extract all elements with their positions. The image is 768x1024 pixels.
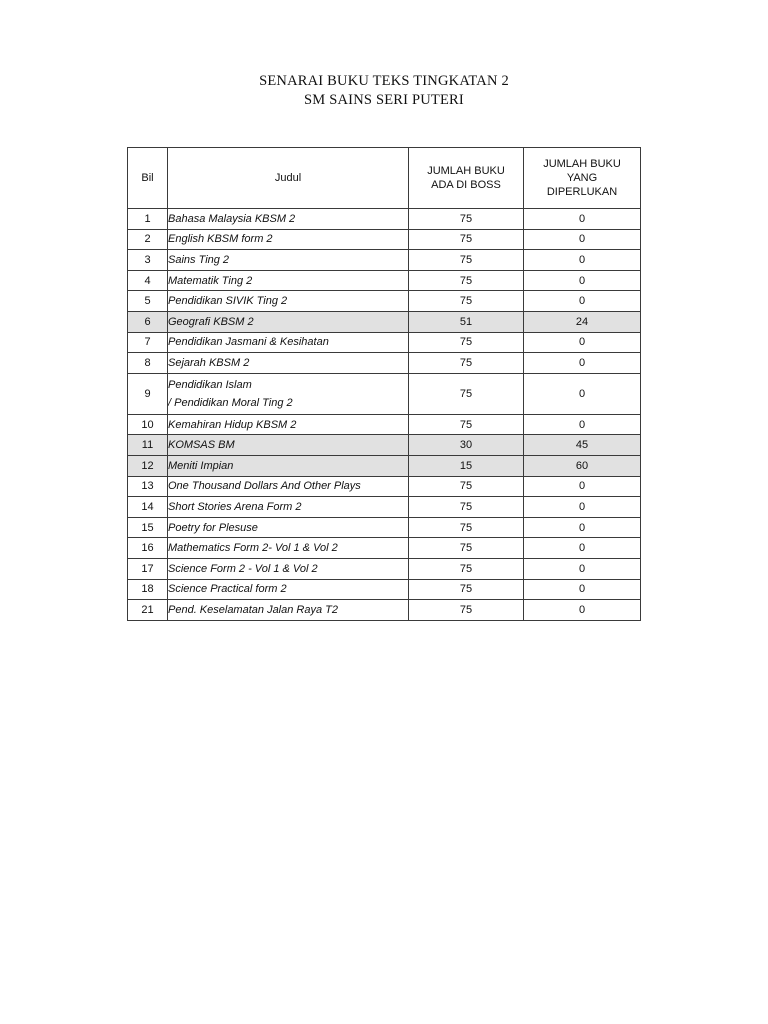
row-judul: Poetry for Plesuse xyxy=(168,517,409,538)
row-bil: 9 xyxy=(128,373,168,414)
row-jumlah-diperlukan: 0 xyxy=(524,291,641,312)
title-line-2: SM SAINS SERI PUTERI xyxy=(304,92,464,108)
row-jumlah-ada: 75 xyxy=(409,538,524,559)
row-jumlah-diperlukan: 0 xyxy=(524,353,641,374)
row-bil: 17 xyxy=(128,558,168,579)
row-jumlah-diperlukan: 0 xyxy=(524,579,641,600)
table-row xyxy=(128,455,641,476)
row-jumlah-diperlukan: 0 xyxy=(524,538,641,559)
table-header-row xyxy=(128,148,641,209)
table-row xyxy=(128,353,641,374)
row-judul: Science Form 2 - Vol 1 & Vol 2 xyxy=(168,558,409,579)
row-bil: 12 xyxy=(128,455,168,476)
row-judul: Meniti Impian xyxy=(168,455,409,476)
row-jumlah-ada: 75 xyxy=(409,332,524,353)
row-bil: 18 xyxy=(128,579,168,600)
row-bil: 15 xyxy=(128,517,168,538)
row-jumlah-diperlukan: 0 xyxy=(524,476,641,497)
row-jumlah-ada: 75 xyxy=(409,476,524,497)
table-row xyxy=(128,373,641,414)
row-bil: 13 xyxy=(128,476,168,497)
table-row xyxy=(128,332,641,353)
row-judul: Pendidikan Islam / Pendidikan Moral Ting 2 xyxy=(168,373,409,414)
row-bil: 5 xyxy=(128,291,168,312)
table-row xyxy=(128,600,641,621)
row-judul: Science Practical form 2 xyxy=(168,579,409,600)
row-judul: Bahasa Malaysia KBSM 2 xyxy=(168,209,409,230)
row-bil: 4 xyxy=(128,270,168,291)
row-bil: 1 xyxy=(128,209,168,230)
row-judul: Matematik Ting 2 xyxy=(168,270,409,291)
row-bil: 7 xyxy=(128,332,168,353)
table-body xyxy=(128,209,641,621)
row-jumlah-ada: 75 xyxy=(409,497,524,518)
row-jumlah-ada: 75 xyxy=(409,558,524,579)
table-row xyxy=(128,497,641,518)
table-row xyxy=(128,250,641,271)
table-row xyxy=(128,558,641,579)
row-judul: Geografi KBSM 2 xyxy=(168,311,409,332)
header-jumlah-diperlukan: JUMLAH BUKU YANG DIPERLUKAN xyxy=(524,148,641,209)
table-row xyxy=(128,311,641,332)
document-title xyxy=(0,72,768,110)
header-judul: Judul xyxy=(168,148,409,209)
row-judul: Pendidikan SIVIK Ting 2 xyxy=(168,291,409,312)
row-jumlah-ada: 75 xyxy=(409,414,524,435)
row-judul: Mathematics Form 2- Vol 1 & Vol 2 xyxy=(168,538,409,559)
row-jumlah-diperlukan: 0 xyxy=(524,250,641,271)
row-jumlah-diperlukan: 24 xyxy=(524,311,641,332)
textbook-table xyxy=(127,147,641,621)
row-jumlah-ada: 75 xyxy=(409,229,524,250)
table-row xyxy=(128,209,641,230)
table-row xyxy=(128,270,641,291)
table-row xyxy=(128,517,641,538)
row-jumlah-ada: 75 xyxy=(409,579,524,600)
row-jumlah-diperlukan: 0 xyxy=(524,600,641,621)
row-judul: Kemahiran Hidup KBSM 2 xyxy=(168,414,409,435)
row-bil: 21 xyxy=(128,600,168,621)
row-jumlah-ada: 75 xyxy=(409,209,524,230)
table-row xyxy=(128,414,641,435)
title-line-1: SENARAI BUKU TEKS TINGKATAN 2 xyxy=(259,73,509,89)
row-bil: 6 xyxy=(128,311,168,332)
row-jumlah-ada: 75 xyxy=(409,517,524,538)
row-judul: Pendidikan Jasmani & Kesihatan xyxy=(168,332,409,353)
row-judul: Pend. Keselamatan Jalan Raya T2 xyxy=(168,600,409,621)
row-judul: Sains Ting 2 xyxy=(168,250,409,271)
row-jumlah-ada: 75 xyxy=(409,373,524,414)
row-bil: 3 xyxy=(128,250,168,271)
table-row xyxy=(128,435,641,456)
row-jumlah-ada: 30 xyxy=(409,435,524,456)
table-row xyxy=(128,538,641,559)
row-jumlah-diperlukan: 0 xyxy=(524,332,641,353)
row-jumlah-diperlukan: 0 xyxy=(524,517,641,538)
header-bil: Bil xyxy=(128,148,168,209)
table-row xyxy=(128,291,641,312)
row-jumlah-ada: 75 xyxy=(409,270,524,291)
header-jumlah-ada: JUMLAH BUKU ADA DI BOSS xyxy=(409,148,524,209)
row-judul: Short Stories Arena Form 2 xyxy=(168,497,409,518)
row-jumlah-diperlukan: 0 xyxy=(524,414,641,435)
row-judul: One Thousand Dollars And Other Plays xyxy=(168,476,409,497)
table-row xyxy=(128,579,641,600)
row-bil: 8 xyxy=(128,353,168,374)
row-bil: 11 xyxy=(128,435,168,456)
row-bil: 16 xyxy=(128,538,168,559)
row-judul: English KBSM form 2 xyxy=(168,229,409,250)
row-jumlah-ada: 75 xyxy=(409,600,524,621)
row-jumlah-ada: 75 xyxy=(409,250,524,271)
row-jumlah-diperlukan: 60 xyxy=(524,455,641,476)
row-jumlah-diperlukan: 0 xyxy=(524,270,641,291)
row-jumlah-diperlukan: 45 xyxy=(524,435,641,456)
row-jumlah-ada: 15 xyxy=(409,455,524,476)
row-jumlah-ada: 75 xyxy=(409,353,524,374)
table-row xyxy=(128,476,641,497)
row-jumlah-ada: 75 xyxy=(409,291,524,312)
row-judul: Sejarah KBSM 2 xyxy=(168,353,409,374)
row-jumlah-diperlukan: 0 xyxy=(524,209,641,230)
row-bil: 2 xyxy=(128,229,168,250)
row-jumlah-diperlukan: 0 xyxy=(524,558,641,579)
row-jumlah-diperlukan: 0 xyxy=(524,229,641,250)
row-jumlah-diperlukan: 0 xyxy=(524,373,641,414)
table-row xyxy=(128,229,641,250)
row-jumlah-ada: 51 xyxy=(409,311,524,332)
row-jumlah-diperlukan: 0 xyxy=(524,497,641,518)
row-bil: 14 xyxy=(128,497,168,518)
row-bil: 10 xyxy=(128,414,168,435)
row-judul: KOMSAS BM xyxy=(168,435,409,456)
